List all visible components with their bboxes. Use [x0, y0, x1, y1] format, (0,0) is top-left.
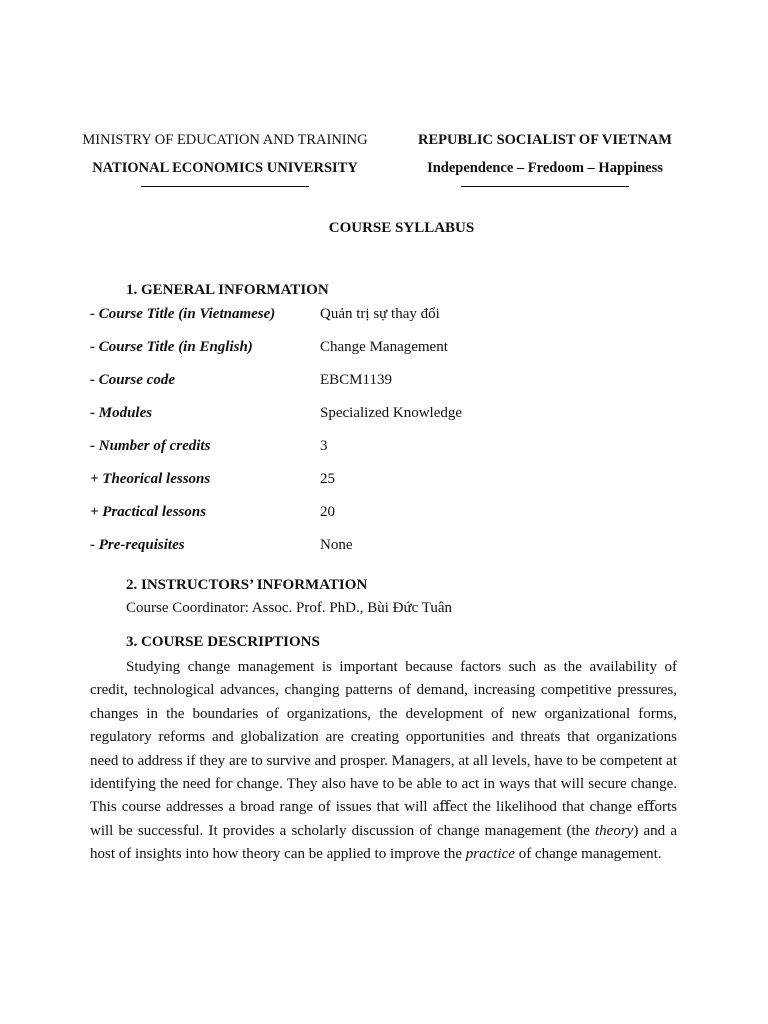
- section-general-information-heading: 1. GENERAL INFORMATION: [126, 282, 329, 298]
- info-label: - Modules: [90, 405, 153, 421]
- info-row-course-code: [90, 371, 690, 404]
- section-course-descriptions-heading: 3. COURSE DESCRIPTIONS: [126, 634, 320, 650]
- info-row-title-english: [90, 338, 690, 371]
- document-title: COURSE SYLLABUS: [328, 220, 475, 236]
- info-row-modules: [90, 404, 690, 437]
- university-name: NATIONAL ECONOMICS UNIVERSITY: [92, 160, 358, 176]
- info-value: Specialized Knowledge: [320, 405, 463, 421]
- info-row-credits: [90, 437, 690, 470]
- info-row-theorical-lessons: [90, 470, 690, 503]
- course-description-paragraph: [90, 656, 677, 867]
- ministry-block: [80, 131, 370, 187]
- info-label: - Course Title (in English): [90, 339, 253, 355]
- info-label: - Course Title (in Vietnamese): [90, 306, 276, 322]
- description-emphasis-practice: practice: [465, 846, 515, 863]
- info-label: - Number of credits: [90, 438, 211, 454]
- general-information-table: [90, 305, 690, 569]
- description-text-part1: Studying change management is important because factors such as the availability of credit, technological advances, changing patterns of demand, increasing competitive pressures, changes in the boundaries of organizations, the development of new organizational forms, regulatory reforms and globalization are creating opportunities and threats that organizations need to address if they are to survive and prosper. Managers, at all levels, have to be competent at identifying the need for change. They also have to be able to act in ways that will secure change. This course addresses a broad range of issues that will aﬀect the likelihood that change eﬀorts will be successful. It provides a scholarly discussion of change management (the: [90, 659, 677, 839]
- info-value: 20: [320, 504, 335, 520]
- republic-block: [400, 131, 690, 187]
- republic-name: REPUBLIC SOCIALIST OF VIETNAM: [418, 132, 672, 148]
- info-label: + Theorical lessons: [90, 471, 211, 487]
- left-underline: [141, 186, 309, 187]
- ministry-name: MINISTRY OF EDUCATION AND TRAINING: [82, 132, 368, 148]
- description-text-part3: of change management.: [514, 846, 662, 863]
- info-value: None: [320, 537, 353, 553]
- section-instructors-heading: 2. INSTRUCTORS’ INFORMATION: [126, 577, 368, 593]
- info-value: EBCM1139: [320, 372, 392, 388]
- description-emphasis-theory: theory: [595, 822, 634, 839]
- info-row-title-vietnamese: [90, 305, 690, 338]
- right-underline: [461, 186, 629, 187]
- description-text-part2: ) and a host of insights into how theory can be applied to improve the: [90, 822, 678, 863]
- info-row-prerequisites: [90, 536, 690, 569]
- national-motto: Independence – Fredoom – Happiness: [427, 160, 663, 176]
- info-value: 3: [320, 438, 328, 454]
- info-value: 25: [320, 471, 335, 487]
- info-label: - Course code: [90, 372, 175, 388]
- info-label: + Practical lessons: [90, 504, 207, 520]
- info-label: - Pre-requisites: [90, 537, 185, 553]
- info-row-practical-lessons: [90, 503, 690, 536]
- info-value: Change Management: [320, 339, 448, 355]
- course-coordinator: Course Coordinator: Assoc. Prof. PhD., Bùi Đức Tuân: [126, 600, 453, 616]
- info-value: Quản trị sự thay đổi: [320, 306, 440, 322]
